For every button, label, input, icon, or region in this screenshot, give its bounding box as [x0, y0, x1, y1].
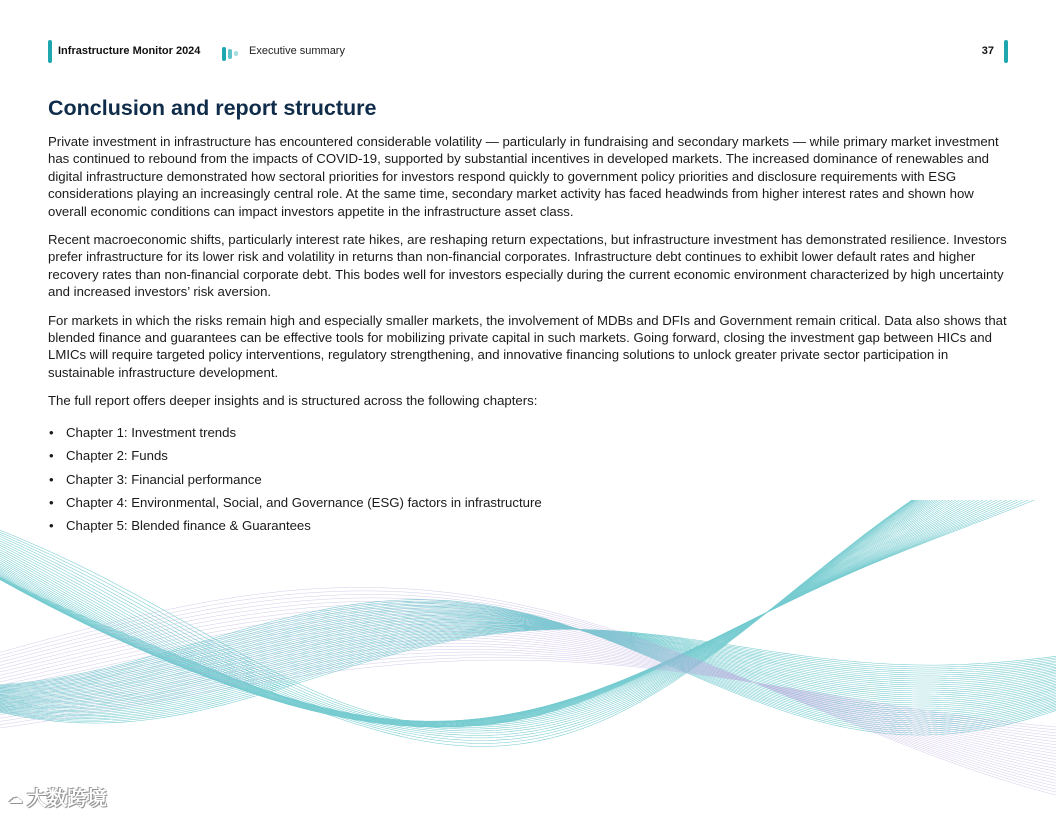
decorative-wave-lines	[0, 500, 1056, 816]
header-accent-bar-right	[1004, 40, 1008, 63]
chapter-item-5: • Chapter 5: Blended finance & Guarantees	[48, 514, 1010, 537]
chapter-item-3: • Chapter 3: Financial performance	[48, 468, 1010, 491]
page-header	[48, 40, 1008, 64]
chapter-item-1: • Chapter 1: Investment trends	[48, 421, 1010, 444]
paragraph-4: The full report offers deeper insights and is structured across the following chapters:	[48, 393, 538, 409]
page-title: Conclusion and report structure	[48, 96, 377, 120]
report-title: Infrastructure Monitor 2024	[58, 45, 201, 57]
chapter-item-2: • Chapter 2: Funds	[48, 444, 1010, 467]
section-name: Executive summary	[249, 45, 345, 57]
watermark	[8, 782, 107, 811]
paragraph-2: Recent macroeconomic shifts, particularly interest rate hikes, are reshaping return expectations, but infrastructure investment has demonstrated resilience. Investors prefer infrastructure for its lower risk and volatility in returns than non-financial corporates. Infrastructure debt continues to exhibit lower default rates and higher recovery rates than non-financial corporate debt. This bodes well for investors especially during the current economic environment characterized by high uncertainty and increased investors’ risk aversion.	[48, 232, 1007, 300]
header-accent-bar-left	[48, 40, 52, 63]
page-number: 37	[981, 45, 994, 57]
cloud-logo-icon: ☁	[8, 790, 23, 807]
watermark-text: 大数跨境	[27, 788, 107, 810]
section-separator-icon	[222, 45, 240, 63]
paragraph-1: Private investment in infrastructure has encountered considerable volatility — particularly in fundraising and secondary markets — while primary market investment has continued to rebound from the impacts of COVID-19, supported by substantial incentives in developed markets. The increased dominance of renewables and digital infrastructure demonstrated how sectoral priorities for investors respond quickly to government policy priorities and disclosure requirements with ESG considerations playing an increasingly central role. At the same time, secondary market activity has faced headwinds from higher interest rates and shown how overall economic conditions can impact investors appetite in the infrastructure asset class.	[48, 134, 999, 219]
body-content	[48, 133, 1010, 538]
paragraph-3: For markets in which the risks remain high and especially smaller markets, the involvement of MDBs and DFIs and Government remain critical. Data also shows that blended finance and guarantees can be effective tools for mobilizing private capital in such markets. Going forward, closing the investment gap between HICs and LMICs will require targeted policy interventions, regulatory strengthening, and innovative financing solutions to unlock greater private sector participation in sustainable infrastructure development.	[48, 312, 1007, 380]
chapter-item-4: • Chapter 4: Environmental, Social, and Governance (ESG) factors in infrastructure	[48, 491, 1010, 514]
